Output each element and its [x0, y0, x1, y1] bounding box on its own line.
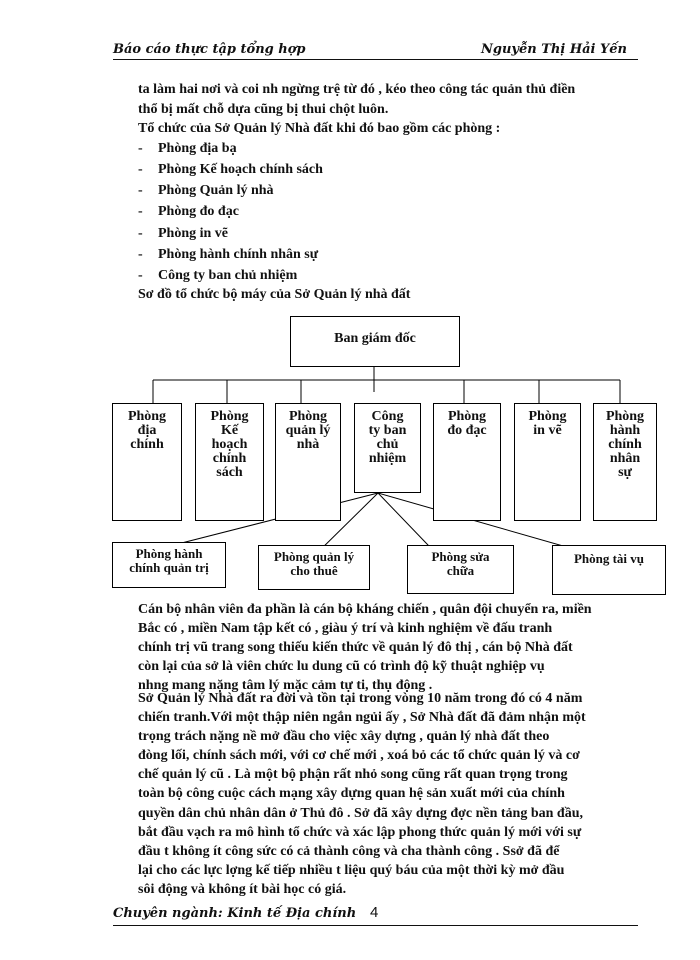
header-right: Nguyễn Thị Hải Yến — [481, 42, 627, 57]
org-box-sua-chua: Phòng sửa chữa — [407, 545, 514, 594]
header-left: Báo cáo thực tập tổng hợp — [113, 42, 306, 57]
intro-line-1: ta làm hai nơi và coi nh ngừng trệ từ đó , kéo theo công tác quản thủ điền — [138, 82, 576, 97]
org-box-tai-vu: Phòng tài vụ — [552, 545, 666, 595]
footer-left: Chuyên ngành: Kinh tế Địa chính — [113, 906, 357, 921]
org-box-cong-ty: Công ty ban chủ nhiệm — [354, 403, 421, 493]
department-item: - Phòng in vẽ — [138, 226, 229, 241]
body-paragraph-2: Sở Quản lý Nhà đất ra đời và tồn tại trong vòng 10 năm trong đó có 4 năm chiến tranh.Với một thập niên ngắn ngủi ấy , Sở Nhà đất đã đảm nhận một trọng trách nặng nề mở đầu cho việc xây dựng , quản lý nhà đất theo đòng lối, chính sách mới, với cơ chế mới , xoá bỏ các tổ chức quản lý và cơ chế quản lý cũ . Là một bộ phận rất nhỏ song cũng rất quan trọng trong toàn bộ công cuộc cách mạng xây dựng quan hệ sản xuất mới của chính quyền dân chủ nhân dân ở Thủ đô . Sở đã xây dựng đợc nền tảng ban đầu, bắt đầu vạch ra mô hình tổ chức và xác lập phong thức quản lý mới với sự đầu t không ít công sức có cả thành công và cha thành công . Ssở đã để lại cho các lực lợng kế tiếp nhiều t liệu quý báu của một thời kỳ mở đầu sôi động và không ít bài học có giá. — [138, 691, 586, 897]
org-root-box: Ban giám đốc — [290, 316, 460, 367]
department-item: - Phòng Kế hoạch chính sách — [138, 162, 323, 177]
org-box-hanh-chinh-quan-tri: Phòng hành chính quản trị — [112, 542, 226, 588]
org-box-hanh-chinh-nhan-su: Phòng hành chính nhân sự — [593, 403, 657, 521]
intro-line-3: Tổ chức của Sở Quản lý Nhà đất khi đó bao gồm các phòng : — [138, 121, 501, 136]
intro-line-2: thổ bị mất chỗ dựa cũng bị thui chột luôn. — [138, 102, 389, 117]
org-box-dia-chinh: Phòng địa chính — [112, 403, 182, 521]
department-item: - Công ty ban chủ nhiệm — [138, 268, 298, 283]
department-item: - Phòng Quản lý nhà — [138, 183, 274, 198]
body-paragraph-1: Cán bộ nhân viên đa phần là cán bộ kháng chiến , quân đội chuyển ra, miền Bắc có , miền Nam tập kết có , giàu ý trí và kinh nghiệm về đấu tranh chính trị vũ trang song thiếu kiến thức về quản lý đô thị , cán bộ Nhà đất còn lại của sở là viên chức lu dung cũ có trình độ kỹ thuật nghiệp vụ nhng mang nặng tâm lý mặc cảm tự ti, thụ động . — [138, 602, 592, 694]
org-box-in-ve: Phòng in vẽ — [514, 403, 581, 521]
chart-caption: Sơ đồ tổ chức bộ máy của Sở Quản lý nhà đất — [138, 287, 411, 302]
department-item: - Phòng đo đạc — [138, 204, 239, 219]
org-box-quan-ly-cho-thue: Phòng quản lý cho thuê — [258, 545, 370, 590]
page-number: 4 — [370, 904, 379, 921]
department-item: - Phòng địa bạ — [138, 141, 237, 156]
footer-rule — [113, 925, 638, 926]
org-box-do-dac: Phòng đo đạc — [433, 403, 501, 521]
org-box-quan-ly-nha: Phòng quản lý nhà — [275, 403, 341, 521]
department-item: - Phòng hành chính nhân sự — [138, 247, 319, 262]
org-box-ke-hoach: Phòng Kế hoạch chính sách — [195, 403, 264, 521]
